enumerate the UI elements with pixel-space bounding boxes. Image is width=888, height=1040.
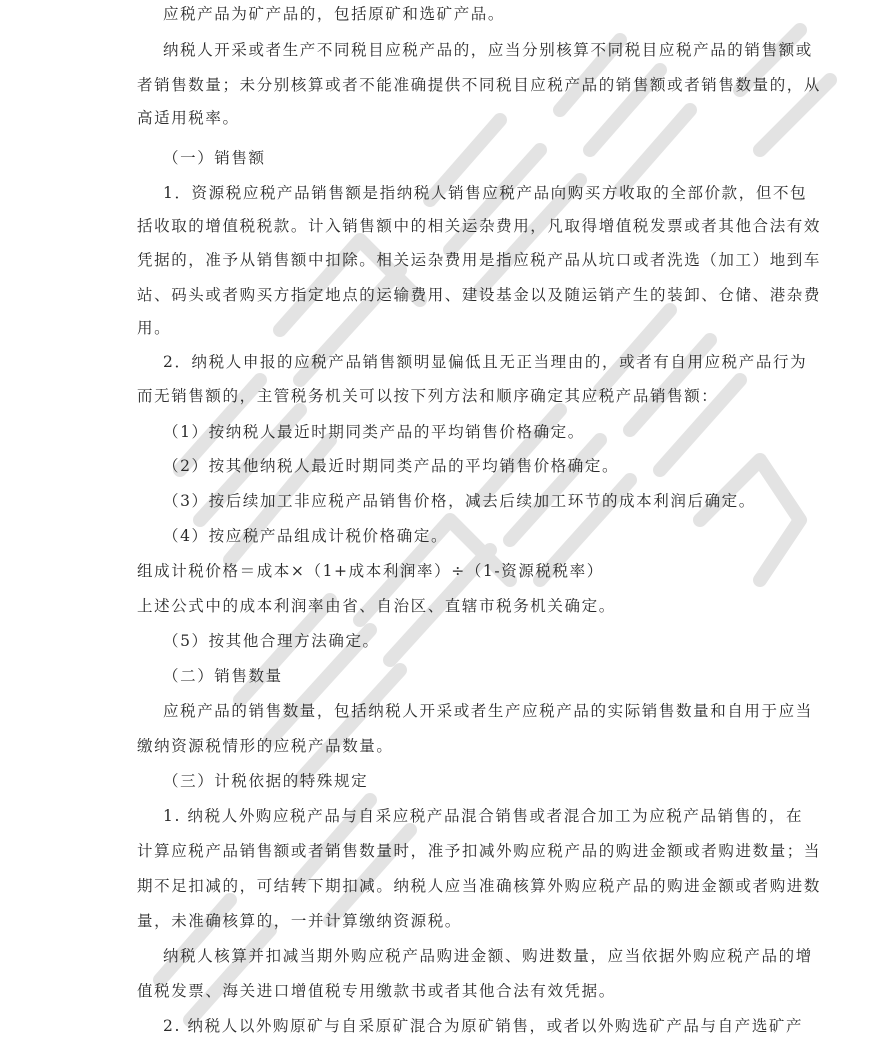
text-line: 量，未准确核算的，一并计算缴纳资源税。	[137, 912, 462, 930]
text-line: （一）销售额	[163, 149, 266, 167]
text-line: 缴纳资源税情形的应税产品数量。	[137, 737, 394, 755]
text-line: 应税产品的销售数量，包括纳税人开采或者生产应税产品的实际销售数量和自用于应当	[163, 702, 813, 720]
text-line: （1）按纳税人最近时期同类产品的平均销售价格确定。	[163, 423, 585, 441]
text-line: （5）按其他合理方法确定。	[163, 632, 380, 650]
text-line: （3）按后续加工非应税产品销售价格，减去后续加工环节的成本利润后确定。	[163, 492, 756, 510]
text-line: 上述公式中的成本利润率由省、自治区、直辖市税务机关确定。	[137, 597, 616, 615]
text-line: （4）按应税产品组成计税价格确定。	[163, 527, 449, 545]
text-line: 2. 纳税人以外购原矿与自采原矿混合为原矿销售，或者以外购选矿产品与自产选矿产	[163, 1017, 804, 1035]
text-line: （三）计税依据的特殊规定	[163, 772, 369, 790]
text-line: （二）销售数量	[163, 667, 283, 685]
text-line: 者销售数量；未分别核算或者不能准确提供不同税目应税产品的销售额或者销售数量的，从	[137, 76, 822, 94]
text-line: 组成计税价格＝成本×（1+成本利润率）÷（1-资源税税率）	[137, 562, 604, 580]
text-line: 凭据的，准予从销售额中扣除。相关运杂费用是指应税产品从坑口或者洗选（加工）地到车	[137, 251, 822, 269]
text-line: 站、码头或者购买方指定地点的运输费用、建设基金以及随运销产生的装卸、仓储、港杂费	[137, 286, 822, 304]
text-line: 值税发票、海关进口增值税专用缴款书或者其他合法有效凭据。	[137, 982, 616, 1000]
text-line: （2）按其他纳税人最近时期同类产品的平均销售价格确定。	[163, 457, 620, 475]
text-line: 1. 纳税人外购应税产品与自采应税产品混合销售或者混合加工为应税产品销售的，在	[163, 807, 804, 825]
text-line: 应税产品为矿产品的，包括原矿和选矿产品。	[163, 5, 506, 23]
text-line: 期不足扣减的，可结转下期扣减。纳税人应当准确核算外购应税产品的购进金额或者购进数	[137, 877, 822, 895]
text-line: 用。	[137, 319, 172, 337]
text-line: 2．纳税人申报的应税产品销售额明显偏低且无正当理由的，或者有自用应税产品行为	[163, 353, 808, 371]
text-line: 纳税人核算并扣减当期外购应税产品购进金额、购进数量，应当依据外购应税产品的增	[163, 947, 813, 965]
text-line: 计算应税产品销售额或者销售数量时，准予扣减外购应税产品的购进金额或者购进数量；当	[137, 842, 822, 860]
text-line: 1．资源税应税产品销售额是指纳税人销售应税产品向购买方收取的全部价款，但不包	[163, 184, 808, 202]
text-line: 括收取的增值税税款。计入销售额中的相关运杂费用，凡取得增值税发票或者其他合法有效	[137, 217, 822, 235]
text-line: 而无销售额的，主管税务机关可以按下列方法和顺序确定其应税产品销售额：	[137, 387, 719, 405]
text-line: 纳税人开采或者生产不同税目应税产品的，应当分别核算不同税目应税产品的销售额或	[163, 41, 813, 59]
text-line: 高适用税率。	[137, 109, 240, 127]
